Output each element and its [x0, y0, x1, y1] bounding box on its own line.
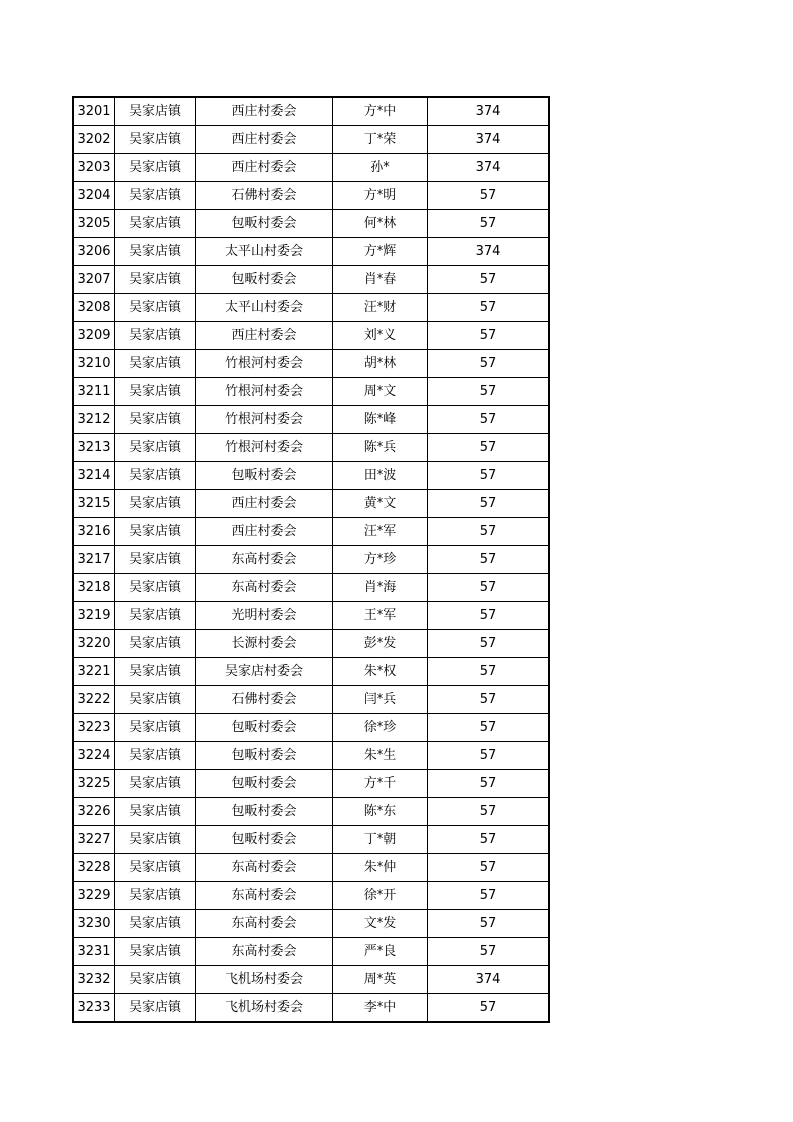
cell-serial-number: 3232 — [73, 966, 115, 994]
cell-person-name: 陈*峰 — [333, 406, 428, 434]
cell-person-name: 陈*东 — [333, 798, 428, 826]
cell-person-name: 周*文 — [333, 378, 428, 406]
cell-town: 吴家店镇 — [115, 154, 196, 182]
cell-person-name: 李*中 — [333, 994, 428, 1023]
cell-town: 吴家店镇 — [115, 126, 196, 154]
cell-person-name: 朱*仲 — [333, 854, 428, 882]
cell-village-committee: 包畈村委会 — [196, 798, 333, 826]
cell-village-committee: 西庄村委会 — [196, 97, 333, 126]
cell-person-name: 方*珍 — [333, 546, 428, 574]
table-row — [73, 938, 549, 966]
table-row — [73, 630, 549, 658]
cell-town: 吴家店镇 — [115, 798, 196, 826]
cell-amount: 57 — [428, 686, 550, 714]
cell-village-committee: 东高村委会 — [196, 882, 333, 910]
cell-serial-number: 3226 — [73, 798, 115, 826]
cell-town: 吴家店镇 — [115, 322, 196, 350]
cell-town: 吴家店镇 — [115, 994, 196, 1023]
cell-amount: 57 — [428, 378, 550, 406]
table-row — [73, 798, 549, 826]
cell-amount: 57 — [428, 294, 550, 322]
cell-amount: 57 — [428, 994, 550, 1023]
cell-amount: 374 — [428, 97, 550, 126]
cell-serial-number: 3213 — [73, 434, 115, 462]
cell-amount: 57 — [428, 546, 550, 574]
cell-serial-number: 3221 — [73, 658, 115, 686]
table-row — [73, 602, 549, 630]
cell-town: 吴家店镇 — [115, 574, 196, 602]
cell-serial-number: 3211 — [73, 378, 115, 406]
cell-serial-number: 3233 — [73, 994, 115, 1023]
table-row — [73, 518, 549, 546]
cell-person-name: 肖*海 — [333, 574, 428, 602]
cell-person-name: 徐*开 — [333, 882, 428, 910]
cell-town: 吴家店镇 — [115, 182, 196, 210]
cell-town: 吴家店镇 — [115, 770, 196, 798]
cell-amount: 374 — [428, 126, 550, 154]
cell-serial-number: 3212 — [73, 406, 115, 434]
cell-town: 吴家店镇 — [115, 490, 196, 518]
cell-serial-number: 3229 — [73, 882, 115, 910]
cell-serial-number: 3201 — [73, 97, 115, 126]
table-row — [73, 826, 549, 854]
cell-town: 吴家店镇 — [115, 658, 196, 686]
cell-village-committee: 包畈村委会 — [196, 210, 333, 238]
table-row — [73, 266, 549, 294]
cell-town: 吴家店镇 — [115, 462, 196, 490]
cell-person-name: 孙* — [333, 154, 428, 182]
cell-amount: 57 — [428, 658, 550, 686]
cell-serial-number: 3204 — [73, 182, 115, 210]
table-row — [73, 322, 549, 350]
cell-person-name: 黄*文 — [333, 490, 428, 518]
cell-person-name: 方*明 — [333, 182, 428, 210]
cell-amount: 57 — [428, 462, 550, 490]
cell-town: 吴家店镇 — [115, 854, 196, 882]
cell-village-committee: 太平山村委会 — [196, 294, 333, 322]
cell-amount: 57 — [428, 630, 550, 658]
table-row — [73, 462, 549, 490]
table-row — [73, 546, 549, 574]
data-table — [72, 96, 550, 1023]
cell-person-name: 田*波 — [333, 462, 428, 490]
cell-amount: 57 — [428, 770, 550, 798]
cell-person-name: 王*军 — [333, 602, 428, 630]
cell-village-committee: 飞机场村委会 — [196, 994, 333, 1023]
cell-person-name: 文*发 — [333, 910, 428, 938]
table-row — [73, 574, 549, 602]
cell-serial-number: 3224 — [73, 742, 115, 770]
cell-person-name: 何*林 — [333, 210, 428, 238]
cell-village-committee: 西庄村委会 — [196, 154, 333, 182]
cell-person-name: 汪*军 — [333, 518, 428, 546]
cell-serial-number: 3228 — [73, 854, 115, 882]
cell-person-name: 丁*朝 — [333, 826, 428, 854]
cell-person-name: 肖*春 — [333, 266, 428, 294]
cell-village-committee: 太平山村委会 — [196, 238, 333, 266]
cell-serial-number: 3215 — [73, 490, 115, 518]
cell-amount: 57 — [428, 938, 550, 966]
cell-person-name: 刘*义 — [333, 322, 428, 350]
cell-village-committee: 东高村委会 — [196, 854, 333, 882]
cell-serial-number: 3210 — [73, 350, 115, 378]
table-row — [73, 434, 549, 462]
cell-town: 吴家店镇 — [115, 266, 196, 294]
cell-town: 吴家店镇 — [115, 294, 196, 322]
cell-town: 吴家店镇 — [115, 602, 196, 630]
cell-amount: 57 — [428, 574, 550, 602]
cell-village-committee: 包畈村委会 — [196, 826, 333, 854]
table-row — [73, 742, 549, 770]
cell-village-committee: 西庄村委会 — [196, 322, 333, 350]
cell-village-committee: 光明村委会 — [196, 602, 333, 630]
cell-town: 吴家店镇 — [115, 826, 196, 854]
cell-village-committee: 包畈村委会 — [196, 462, 333, 490]
cell-amount: 57 — [428, 742, 550, 770]
cell-amount: 57 — [428, 350, 550, 378]
cell-town: 吴家店镇 — [115, 910, 196, 938]
table-row — [73, 97, 549, 126]
table-row — [73, 210, 549, 238]
cell-village-committee: 东高村委会 — [196, 546, 333, 574]
table-row — [73, 966, 549, 994]
cell-person-name: 汪*财 — [333, 294, 428, 322]
cell-serial-number: 3225 — [73, 770, 115, 798]
cell-village-committee: 包畈村委会 — [196, 714, 333, 742]
cell-village-committee: 东高村委会 — [196, 574, 333, 602]
cell-serial-number: 3219 — [73, 602, 115, 630]
cell-town: 吴家店镇 — [115, 97, 196, 126]
cell-village-committee: 包畈村委会 — [196, 770, 333, 798]
cell-amount: 57 — [428, 882, 550, 910]
cell-village-committee: 西庄村委会 — [196, 518, 333, 546]
cell-village-committee: 长源村委会 — [196, 630, 333, 658]
cell-village-committee: 飞机场村委会 — [196, 966, 333, 994]
cell-serial-number: 3218 — [73, 574, 115, 602]
cell-village-committee: 竹根河村委会 — [196, 434, 333, 462]
cell-serial-number: 3216 — [73, 518, 115, 546]
table-body — [73, 97, 549, 1022]
cell-serial-number: 3202 — [73, 126, 115, 154]
cell-amount: 57 — [428, 322, 550, 350]
cell-amount: 374 — [428, 154, 550, 182]
cell-person-name: 胡*林 — [333, 350, 428, 378]
cell-person-name: 朱*生 — [333, 742, 428, 770]
cell-town: 吴家店镇 — [115, 686, 196, 714]
cell-person-name: 陈*兵 — [333, 434, 428, 462]
cell-village-committee: 石佛村委会 — [196, 686, 333, 714]
cell-serial-number: 3230 — [73, 910, 115, 938]
cell-serial-number: 3205 — [73, 210, 115, 238]
table-row — [73, 770, 549, 798]
table-row — [73, 854, 549, 882]
cell-serial-number: 3220 — [73, 630, 115, 658]
cell-village-committee: 竹根河村委会 — [196, 378, 333, 406]
table-row — [73, 126, 549, 154]
cell-serial-number: 3227 — [73, 826, 115, 854]
table-row — [73, 238, 549, 266]
cell-town: 吴家店镇 — [115, 938, 196, 966]
table-row — [73, 658, 549, 686]
table-row — [73, 406, 549, 434]
table-row — [73, 182, 549, 210]
cell-person-name: 彭*发 — [333, 630, 428, 658]
cell-village-committee: 竹根河村委会 — [196, 350, 333, 378]
cell-village-committee: 东高村委会 — [196, 910, 333, 938]
cell-amount: 57 — [428, 854, 550, 882]
cell-village-committee: 西庄村委会 — [196, 126, 333, 154]
cell-amount: 57 — [428, 266, 550, 294]
cell-village-committee: 包畈村委会 — [196, 742, 333, 770]
cell-village-committee: 石佛村委会 — [196, 182, 333, 210]
cell-town: 吴家店镇 — [115, 210, 196, 238]
cell-amount: 57 — [428, 602, 550, 630]
cell-serial-number: 3207 — [73, 266, 115, 294]
cell-amount: 57 — [428, 826, 550, 854]
cell-town: 吴家店镇 — [115, 518, 196, 546]
cell-amount: 374 — [428, 238, 550, 266]
table-row — [73, 154, 549, 182]
table-row — [73, 714, 549, 742]
cell-serial-number: 3206 — [73, 238, 115, 266]
cell-town: 吴家店镇 — [115, 350, 196, 378]
table-row — [73, 350, 549, 378]
cell-person-name: 方*辉 — [333, 238, 428, 266]
cell-amount: 374 — [428, 966, 550, 994]
cell-village-committee: 竹根河村委会 — [196, 406, 333, 434]
cell-serial-number: 3214 — [73, 462, 115, 490]
cell-amount: 57 — [428, 182, 550, 210]
cell-serial-number: 3223 — [73, 714, 115, 742]
cell-town: 吴家店镇 — [115, 742, 196, 770]
table-row — [73, 294, 549, 322]
cell-serial-number: 3222 — [73, 686, 115, 714]
cell-person-name: 丁*荣 — [333, 126, 428, 154]
table-row — [73, 686, 549, 714]
cell-amount: 57 — [428, 518, 550, 546]
table-row — [73, 882, 549, 910]
cell-town: 吴家店镇 — [115, 406, 196, 434]
table-row — [73, 994, 549, 1023]
cell-amount: 57 — [428, 714, 550, 742]
cell-town: 吴家店镇 — [115, 714, 196, 742]
cell-amount: 57 — [428, 490, 550, 518]
cell-amount: 57 — [428, 406, 550, 434]
cell-town: 吴家店镇 — [115, 434, 196, 462]
cell-village-committee: 吴家店村委会 — [196, 658, 333, 686]
cell-amount: 57 — [428, 434, 550, 462]
cell-town: 吴家店镇 — [115, 630, 196, 658]
cell-town: 吴家店镇 — [115, 378, 196, 406]
cell-person-name: 朱*权 — [333, 658, 428, 686]
cell-person-name: 周*英 — [333, 966, 428, 994]
cell-town: 吴家店镇 — [115, 882, 196, 910]
cell-serial-number: 3203 — [73, 154, 115, 182]
cell-serial-number: 3231 — [73, 938, 115, 966]
cell-serial-number: 3208 — [73, 294, 115, 322]
cell-amount: 57 — [428, 910, 550, 938]
cell-person-name: 徐*珍 — [333, 714, 428, 742]
cell-serial-number: 3217 — [73, 546, 115, 574]
table-row — [73, 490, 549, 518]
cell-village-committee: 西庄村委会 — [196, 490, 333, 518]
cell-person-name: 闫*兵 — [333, 686, 428, 714]
cell-village-committee: 东高村委会 — [196, 938, 333, 966]
cell-person-name: 方*千 — [333, 770, 428, 798]
cell-person-name: 方*中 — [333, 97, 428, 126]
cell-town: 吴家店镇 — [115, 238, 196, 266]
cell-amount: 57 — [428, 210, 550, 238]
cell-amount: 57 — [428, 798, 550, 826]
cell-village-committee: 包畈村委会 — [196, 266, 333, 294]
table-row — [73, 378, 549, 406]
cell-person-name: 严*良 — [333, 938, 428, 966]
cell-serial-number: 3209 — [73, 322, 115, 350]
cell-town: 吴家店镇 — [115, 966, 196, 994]
table-row — [73, 910, 549, 938]
cell-town: 吴家店镇 — [115, 546, 196, 574]
